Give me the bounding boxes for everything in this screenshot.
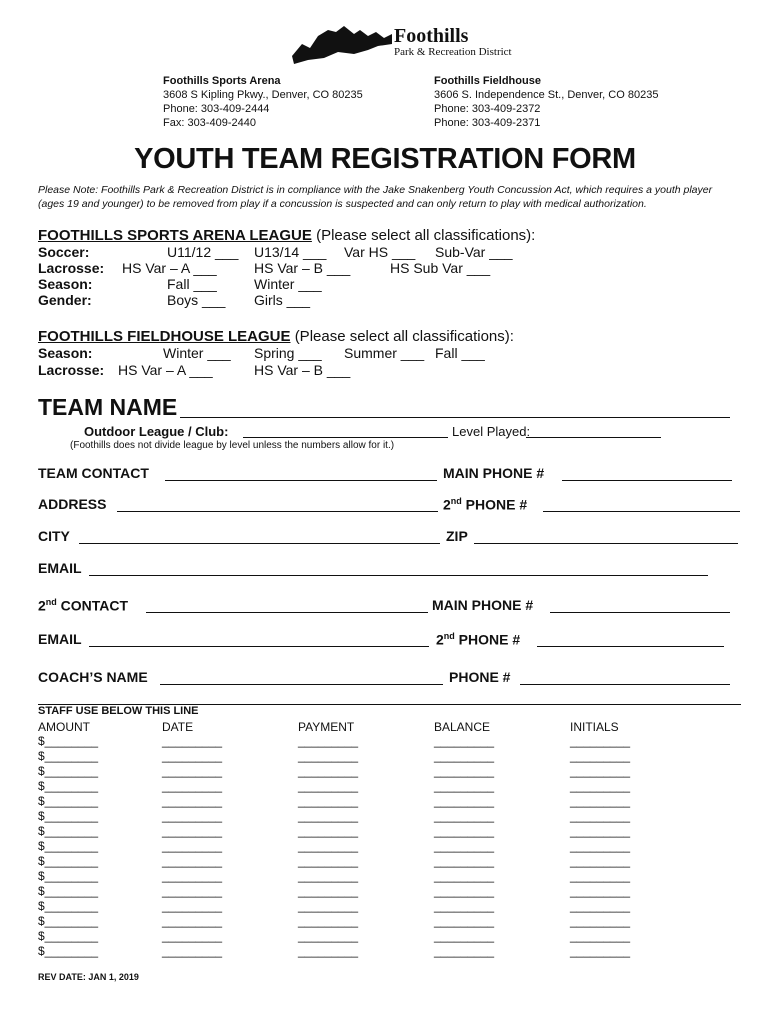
- amount-cell[interactable]: $________: [38, 854, 99, 868]
- staff-cell[interactable]: _________: [570, 839, 631, 853]
- staff-cell[interactable]: _________: [298, 944, 359, 958]
- staff-cell[interactable]: _________: [434, 734, 495, 748]
- email-2-label: EMAIL: [38, 631, 82, 647]
- option-boys[interactable]: Boys ___: [167, 292, 226, 308]
- staff-cell[interactable]: _________: [570, 884, 631, 898]
- phone-label: PHONE #: [449, 669, 511, 685]
- option-winter[interactable]: Winter ___: [254, 276, 322, 292]
- second-phone-2-label: [436, 631, 520, 648]
- logo-subtitle: Park & Recreation District: [394, 46, 512, 58]
- option-winter[interactable]: Winter ___: [163, 345, 231, 361]
- option-hs-var-b[interactable]: HS Var – B ___: [254, 260, 351, 276]
- amount-cell[interactable]: $________: [38, 914, 99, 928]
- venue-name: Foothills Sports Arena: [163, 75, 281, 87]
- venue-line: 3606 S. Independence St., Denver, CO 80235: [434, 89, 659, 101]
- club-label: Outdoor League / Club:: [84, 424, 229, 439]
- club-field[interactable]: [243, 437, 448, 438]
- amount-cell[interactable]: $________: [38, 869, 99, 883]
- second-phone-suffix: nd: [450, 496, 462, 506]
- staff-cell[interactable]: _________: [434, 929, 495, 943]
- venue-line: Phone: 303-409-2371: [434, 117, 541, 129]
- staff-cell[interactable]: _________: [570, 854, 631, 868]
- staff-cell[interactable]: _________: [570, 794, 631, 808]
- staff-cell[interactable]: _________: [162, 809, 223, 823]
- email-label: EMAIL: [38, 560, 82, 576]
- gender-label: Gender:: [38, 292, 92, 308]
- second-phone-2-num: 2: [436, 631, 444, 648]
- staff-cell[interactable]: _________: [162, 764, 223, 778]
- team-name-label: TEAM NAME: [38, 394, 178, 420]
- staff-cell[interactable]: _________: [434, 839, 495, 853]
- venue-line: 3608 S Kipling Pkwy., Denver, CO 80235: [163, 89, 363, 101]
- staff-cell[interactable]: _________: [162, 854, 223, 868]
- staff-cell[interactable]: _________: [162, 914, 223, 928]
- amount-cell[interactable]: $________: [38, 944, 99, 958]
- option-fall[interactable]: Fall ___: [167, 276, 217, 292]
- staff-cell[interactable]: _________: [434, 899, 495, 913]
- email-field[interactable]: [89, 575, 708, 576]
- zip-field[interactable]: [474, 543, 738, 544]
- staff-cell[interactable]: _________: [434, 914, 495, 928]
- city-label: CITY: [38, 528, 70, 544]
- staff-cell[interactable]: _________: [298, 854, 359, 868]
- staff-cell[interactable]: _________: [162, 839, 223, 853]
- amount-cell[interactable]: $________: [38, 899, 99, 913]
- staff-cell[interactable]: _________: [570, 779, 631, 793]
- staff-cell[interactable]: _________: [162, 944, 223, 958]
- staff-cell[interactable]: _________: [434, 944, 495, 958]
- staff-cell[interactable]: _________: [570, 824, 631, 838]
- staff-cell[interactable]: _________: [298, 884, 359, 898]
- staff-cell[interactable]: _________: [570, 899, 631, 913]
- amount-cell[interactable]: $________: [38, 929, 99, 943]
- staff-cell[interactable]: _________: [570, 914, 631, 928]
- soccer-label: Soccer:: [38, 244, 90, 260]
- amount-cell[interactable]: $________: [38, 824, 99, 838]
- season-label: Season:: [38, 276, 93, 292]
- staff-cell[interactable]: _________: [434, 749, 495, 763]
- team-contact-field[interactable]: [165, 480, 437, 481]
- venue-fieldhouse: [434, 74, 658, 130]
- arena-league-title: FOOTHILLS SPORTS ARENA LEAGUE: [38, 227, 312, 244]
- option-fall[interactable]: Fall ___: [435, 345, 485, 361]
- staff-cell[interactable]: _________: [570, 749, 631, 763]
- venue-line: Phone: 303-409-2372: [434, 103, 541, 115]
- amount-cell[interactable]: $________: [38, 884, 99, 898]
- level-note: (Foothills does not divide league by level unless the numbers allow for it.): [70, 440, 395, 451]
- column-balance: BALANCE: [434, 720, 491, 734]
- staff-cell[interactable]: _________: [570, 869, 631, 883]
- staff-cell[interactable]: _________: [434, 854, 495, 868]
- level-field[interactable]: [526, 437, 661, 438]
- lacrosse-label: Lacrosse:: [38, 260, 105, 276]
- column-payment: PAYMENT: [298, 720, 355, 734]
- option-hs-sub-var[interactable]: HS Sub Var ___: [390, 260, 491, 276]
- amount-cell[interactable]: $________: [38, 839, 99, 853]
- main-phone-2-label: MAIN PHONE #: [432, 597, 534, 613]
- option-u13-14[interactable]: U13/14 ___: [254, 244, 327, 260]
- venue-arena: [163, 74, 363, 130]
- option-sub-var[interactable]: Sub-Var ___: [435, 244, 513, 260]
- venue-name: Foothills Fieldhouse: [434, 75, 541, 87]
- second-phone-field[interactable]: [543, 511, 740, 512]
- staff-cell[interactable]: _________: [570, 734, 631, 748]
- option-var-hs[interactable]: Var HS ___: [344, 244, 416, 260]
- option-hs-var-a[interactable]: HS Var – A ___: [118, 362, 213, 378]
- staff-cell[interactable]: _________: [434, 794, 495, 808]
- second-phone-2-text: PHONE #: [454, 631, 521, 648]
- second-phone-num: 2: [443, 496, 451, 513]
- second-contact-text: CONTACT: [56, 597, 129, 614]
- staff-cell[interactable]: _________: [162, 899, 223, 913]
- staff-cell[interactable]: _________: [434, 884, 495, 898]
- amount-cell[interactable]: $________: [38, 764, 99, 778]
- staff-heading: STAFF USE BELOW THIS LINE: [38, 705, 199, 717]
- amount-cell[interactable]: $________: [38, 734, 99, 748]
- option-spring[interactable]: Spring ___: [254, 345, 322, 361]
- amount-cell[interactable]: $________: [38, 809, 99, 823]
- amount-cell[interactable]: $________: [38, 794, 99, 808]
- staff-cell[interactable]: _________: [162, 794, 223, 808]
- second-phone-2-field[interactable]: [537, 646, 724, 647]
- staff-cell[interactable]: _________: [298, 794, 359, 808]
- option-u11-12[interactable]: U11/12 ___: [167, 244, 239, 260]
- team-contact-label: TEAM CONTACT: [38, 465, 149, 481]
- staff-cell[interactable]: _________: [570, 929, 631, 943]
- logo-name: Foothills: [394, 25, 469, 47]
- staff-cell[interactable]: _________: [162, 929, 223, 943]
- option-hs-var-a[interactable]: HS Var – A ___: [122, 260, 217, 276]
- staff-cell[interactable]: _________: [298, 869, 359, 883]
- fieldhouse-league-heading: [38, 328, 514, 345]
- venue-line: Fax: 303-409-2440: [163, 117, 256, 129]
- staff-cell[interactable]: _________: [162, 824, 223, 838]
- arena-league-heading: [38, 227, 535, 244]
- option-summer[interactable]: Summer ___: [344, 345, 425, 361]
- staff-cell[interactable]: _________: [570, 809, 631, 823]
- staff-cell[interactable]: _________: [434, 779, 495, 793]
- concussion-note: Please Note: Foothills Park & Recreation District is in compliance with the Jake Snakenberg Youth Concussion Act, which requires a youth player (ages 19 and younger) to be removed from play if a concussion is suspected and can only return to play with medical authorization.: [38, 184, 713, 210]
- form-title: YOUTH TEAM REGISTRATION FORM: [134, 143, 636, 175]
- staff-cell[interactable]: _________: [298, 899, 359, 913]
- column-amount: AMOUNT: [38, 720, 90, 734]
- staff-cell[interactable]: _________: [162, 779, 223, 793]
- city-field[interactable]: [79, 543, 440, 544]
- venue-line: Phone: 303-409-2444: [163, 103, 270, 115]
- amount-cell[interactable]: $________: [38, 779, 99, 793]
- amount-cell[interactable]: $________: [38, 749, 99, 763]
- option-hs-var-b[interactable]: HS Var – B ___: [254, 362, 351, 378]
- email-2-field[interactable]: [89, 646, 429, 647]
- fieldhouse-league-title: FOOTHILLS FIELDHOUSE LEAGUE: [38, 328, 291, 345]
- arena-league-instruction: (Please select all classifications):: [316, 227, 536, 244]
- staff-cell[interactable]: _________: [298, 809, 359, 823]
- staff-cell[interactable]: _________: [298, 764, 359, 778]
- staff-cell[interactable]: _________: [298, 779, 359, 793]
- main-phone-label: MAIN PHONE #: [443, 465, 545, 481]
- staff-cell[interactable]: _________: [570, 944, 631, 958]
- second-phone-2-suffix: nd: [443, 631, 455, 641]
- staff-cell[interactable]: _________: [162, 869, 223, 883]
- staff-cell[interactable]: _________: [298, 914, 359, 928]
- staff-cell[interactable]: _________: [298, 929, 359, 943]
- staff-cell[interactable]: _________: [570, 764, 631, 778]
- staff-cell[interactable]: _________: [434, 869, 495, 883]
- second-contact-field[interactable]: [146, 612, 428, 613]
- coach-name-field[interactable]: [160, 684, 443, 685]
- lacrosse-label: Lacrosse:: [38, 362, 105, 378]
- level-label: Level Played:: [452, 424, 531, 439]
- staff-cell[interactable]: _________: [298, 749, 359, 763]
- staff-cell[interactable]: _________: [434, 824, 495, 838]
- staff-cell[interactable]: _________: [162, 734, 223, 748]
- zip-label: ZIP: [446, 528, 468, 544]
- fieldhouse-league-instruction: (Please select all classifications):: [294, 328, 514, 345]
- staff-cell[interactable]: _________: [298, 839, 359, 853]
- staff-cell[interactable]: _________: [162, 749, 223, 763]
- staff-cell[interactable]: _________: [162, 884, 223, 898]
- second-contact-num: 2: [38, 597, 46, 614]
- coach-name-label: COACH’S NAME: [38, 669, 148, 685]
- column-initials: INITIALS: [570, 720, 619, 734]
- coach-phone-field[interactable]: [520, 684, 730, 685]
- second-contact-suffix: nd: [45, 597, 57, 607]
- staff-cell[interactable]: _________: [434, 764, 495, 778]
- second-contact-label: [38, 597, 128, 614]
- second-phone-text: PHONE #: [461, 496, 528, 513]
- revision-date: REV DATE: JAN 1, 2019: [38, 972, 139, 982]
- column-date: DATE: [162, 720, 194, 734]
- team-name-field[interactable]: [180, 417, 730, 418]
- staff-cell[interactable]: _________: [434, 809, 495, 823]
- staff-cell[interactable]: _________: [298, 824, 359, 838]
- main-phone-field[interactable]: [562, 480, 732, 481]
- staff-cell[interactable]: _________: [298, 734, 359, 748]
- option-girls[interactable]: Girls ___: [254, 292, 311, 308]
- main-phone-2-field[interactable]: [550, 612, 730, 613]
- season-label: Season:: [38, 345, 93, 361]
- address-field[interactable]: [117, 511, 438, 512]
- address-label: ADDRESS: [38, 496, 107, 512]
- second-phone-label: [443, 496, 527, 513]
